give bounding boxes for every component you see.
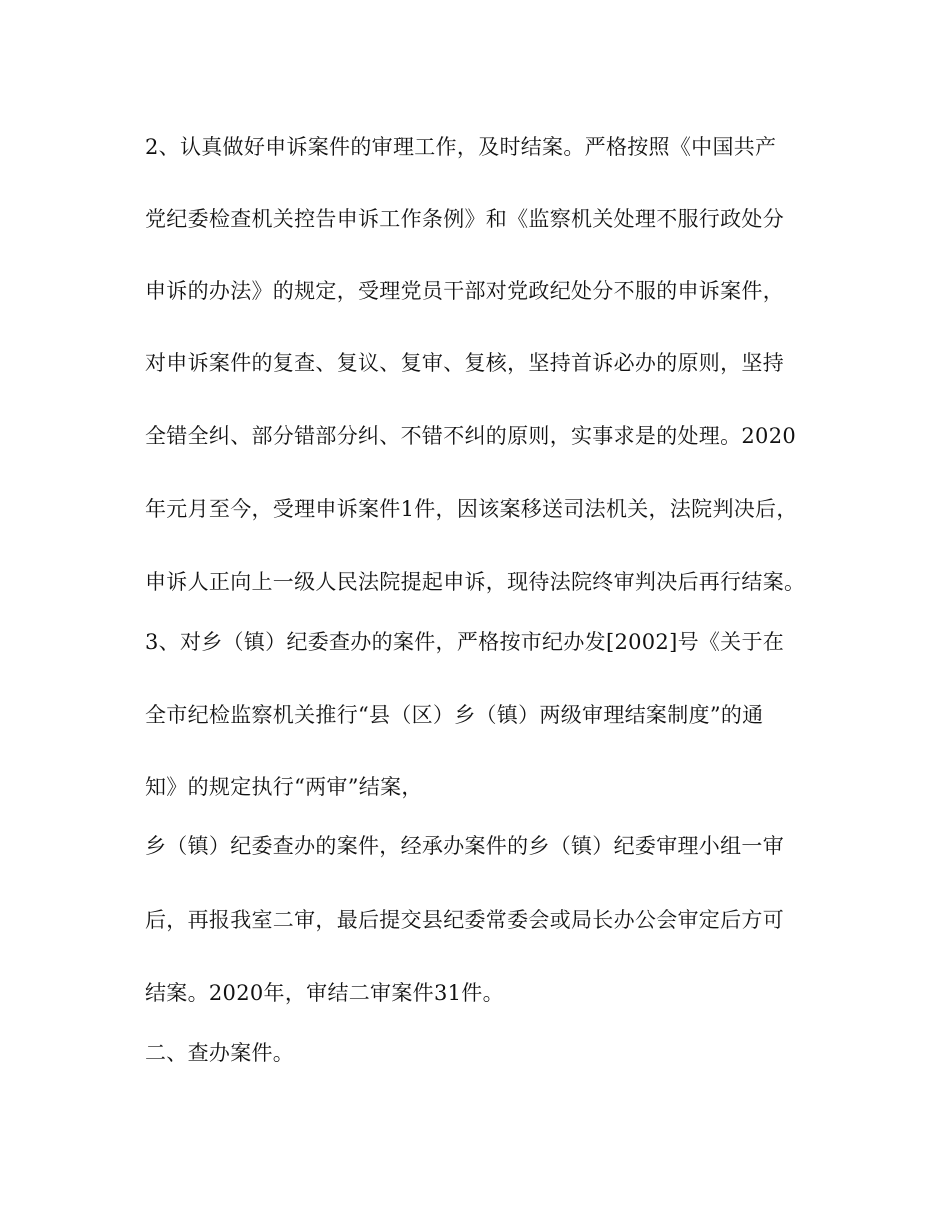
text-line-12: 后，再报我室二审，最后提交县纪委常委会或局长办公会审定后方可: [145, 908, 784, 932]
text-line-3: 申诉的办法》的规定，受理党员干部对党政纪处分不服的申诉案件，: [145, 279, 784, 303]
text-line-2: 党纪委检查机关控告申诉工作条例》和《监察机关处理不服行政处分: [145, 207, 784, 231]
text-line-6: 年元月至今，受理申诉案件1件，因该案移送司法机关，法院判决后，: [145, 497, 798, 521]
text-line-11: 乡（镇）纪委查办的案件，经承办案件的乡（镇）纪委审理小组一审: [145, 834, 784, 858]
text-line-10: 知》的规定执行“两审”结案，: [145, 775, 423, 799]
text-line-13: 结案。2020年，审结二审案件31件。: [145, 981, 504, 1005]
section-heading: 二、查办案件。: [145, 1041, 295, 1065]
text-line-7: 申诉人正向上一级人民法院提起申诉，现待法院终审判决后再行结案。: [145, 570, 806, 594]
text-line-9: 全市纪检监察机关推行“县（区）乡（镇）两级审理结案制度”的通: [145, 703, 764, 727]
text-line-8: 3、对乡（镇）纪委查办的案件，严格按市纪办发[2002]号《关于在: [145, 630, 785, 654]
text-line-5: 全错全纠、部分错部分纠、不错不纠的原则，实事求是的处理。2020: [145, 424, 797, 448]
text-line-1: 2、认真做好申诉案件的审理工作，及时结案。严格按照《中国共产: [145, 135, 777, 159]
text-line-4: 对申诉案件的复查、复议、复审、复核，坚持首诉必办的原则，坚持: [145, 351, 784, 375]
